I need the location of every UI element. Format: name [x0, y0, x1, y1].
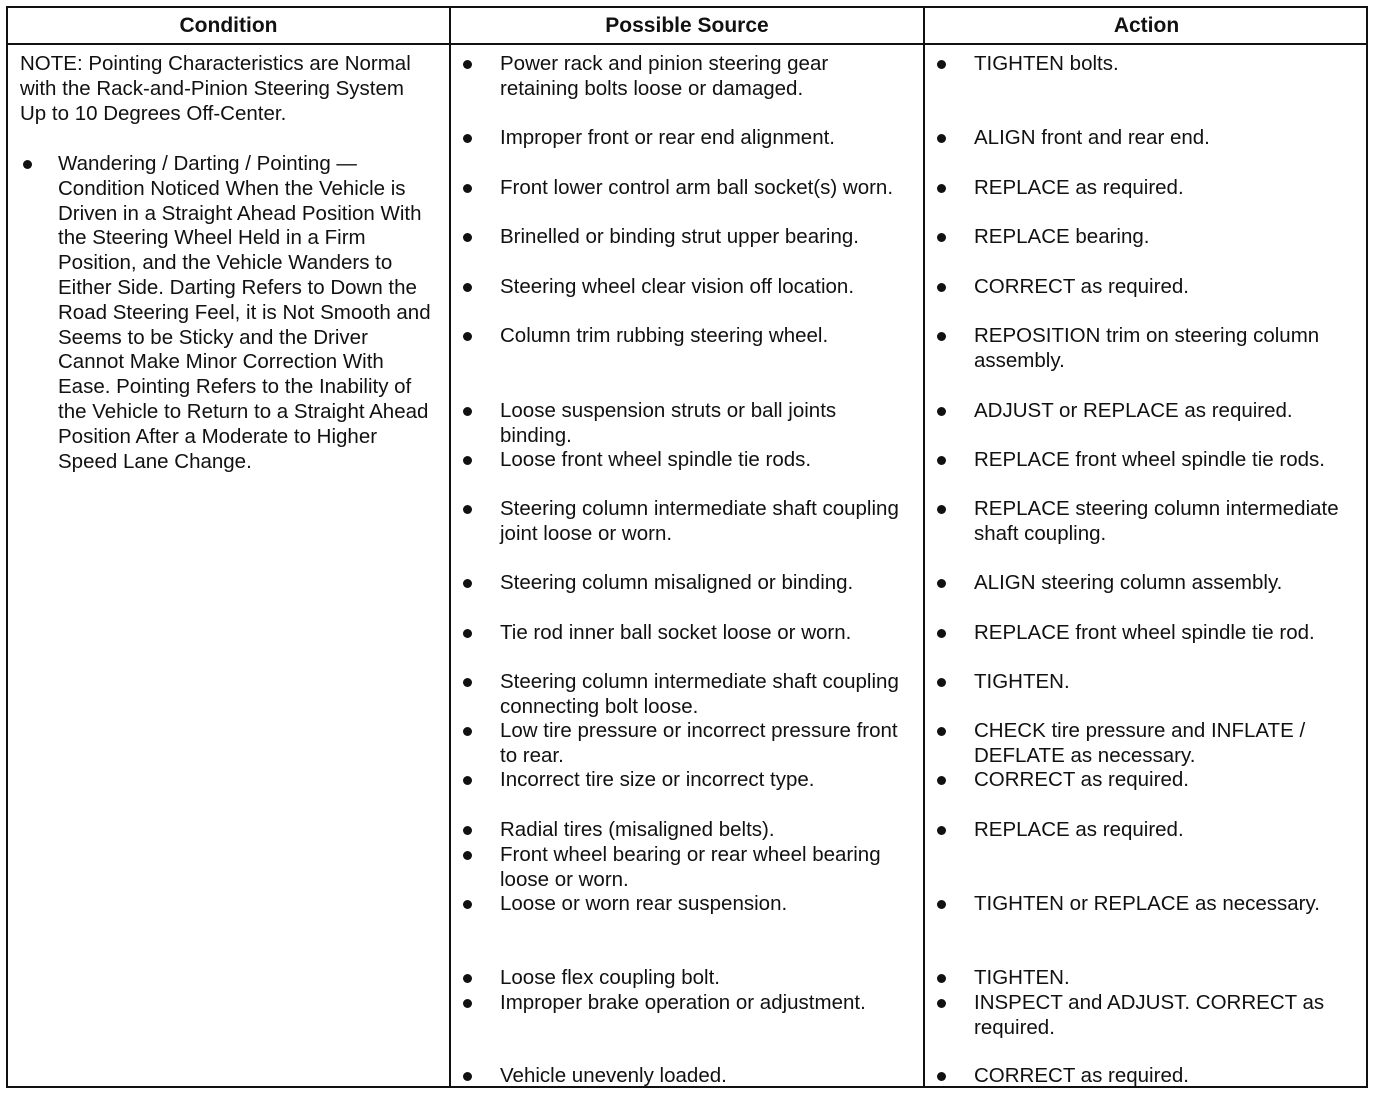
source-text: Improper front or rear end alignment. — [500, 126, 835, 149]
bullet-icon — [937, 60, 946, 69]
bullet-icon — [937, 826, 946, 835]
action-text: TIGHTEN bolts. — [974, 52, 1119, 75]
bullet-icon — [463, 851, 472, 860]
action-text: TIGHTEN. — [974, 670, 1070, 693]
bullet-icon — [463, 456, 472, 465]
source-text: Loose flex coupling bolt. — [500, 966, 720, 989]
bullet-icon — [463, 407, 472, 416]
action-text: REPLACE front wheel spindle tie rod. — [974, 621, 1315, 644]
bullet-icon — [937, 332, 946, 341]
source-text: Steering column misaligned or binding. — [500, 571, 854, 594]
action-text: CHECK tire pressure and INFLATE / DEFLATE as necessary. — [974, 719, 1306, 767]
bullet-icon — [937, 184, 946, 193]
action-text: REPOSITION trim on steering column assembly. — [974, 324, 1320, 372]
bullet-icon — [937, 134, 946, 143]
action-text: ALIGN steering column assembly. — [974, 571, 1283, 594]
source-text: Steering wheel clear vision off location. — [500, 275, 855, 298]
bullet-icon — [937, 629, 946, 638]
bullet-icon — [463, 283, 472, 292]
bullet-icon — [937, 283, 946, 292]
action-text: ADJUST or REPLACE as required. — [974, 399, 1293, 422]
header-possible-source: Possible Source — [605, 14, 769, 37]
action-text: CORRECT as required. — [974, 1064, 1189, 1087]
bullet-icon — [937, 505, 946, 514]
bullet-icon — [463, 900, 472, 909]
bullet-icon — [463, 776, 472, 785]
action-text: REPLACE bearing. — [974, 225, 1150, 248]
column-divider — [449, 8, 451, 1086]
bullet-icon — [937, 407, 946, 416]
bullet-icon — [463, 826, 472, 835]
source-text: Steering column intermediate shaft coupling connecting bolt loose. — [500, 670, 899, 718]
source-text: Loose suspension struts or ball joints binding. — [500, 399, 837, 447]
action-text: INSPECT and ADJUST. CORRECT as required. — [974, 991, 1325, 1039]
action-text: CORRECT as required. — [974, 275, 1189, 298]
bullet-icon — [463, 727, 472, 736]
bullet-icon — [463, 134, 472, 143]
header-condition: Condition — [179, 14, 278, 37]
header-divider — [8, 43, 1366, 45]
bullet-icon — [937, 776, 946, 785]
bullet-icon — [463, 184, 472, 193]
bullet-icon — [463, 233, 472, 242]
source-text: Incorrect tire size or incorrect type. — [500, 768, 815, 791]
source-text: Loose front wheel spindle tie rods. — [500, 448, 812, 471]
bullet-icon — [463, 332, 472, 341]
condition-text: Wandering / Darting / Pointing — Condition Noticed When the Vehicle is Driven in a Straight Ahead Position With the Steering Wheel Held in a Firm Position, and the Vehicle Wanders to Either Side. Darting Refers to Down the Road Steering Feel, it is Not Smooth and Seems to be Sticky and the Driver Cannot Make Minor Correction With Ease. Pointing Refers to the Inability of the Vehicle to Return to a Straight Ahead Position After a Moderate to Higher Speed Lane Change. — [58, 152, 431, 473]
bullet-icon — [937, 727, 946, 736]
bullet-icon — [937, 999, 946, 1008]
condition-note: NOTE: Pointing Characteristics are Normal with the Rack-and-Pinion Steering System Up to 10 Degrees Off-Center. — [20, 52, 411, 125]
condition-item — [20, 152, 435, 474]
bullet-icon — [23, 160, 32, 169]
header-action: Action — [1113, 14, 1180, 37]
column-divider — [923, 8, 925, 1086]
source-text: Brinelled or binding strut upper bearing. — [500, 225, 859, 248]
action-text: TIGHTEN or REPLACE as necessary. — [974, 892, 1320, 915]
action-text: CORRECT as required. — [974, 768, 1189, 791]
source-text: Loose or worn rear suspension. — [500, 892, 788, 915]
bullet-icon — [463, 579, 472, 588]
action-text: ALIGN front and rear end. — [974, 126, 1210, 149]
bullet-icon — [463, 999, 472, 1008]
source-text: Improper brake operation or adjustment. — [500, 991, 866, 1014]
bullet-icon — [463, 505, 472, 514]
source-text: Vehicle unevenly loaded. — [500, 1064, 727, 1087]
source-text: Radial tires (misaligned belts). — [500, 818, 775, 841]
bullet-icon — [463, 678, 472, 687]
bullet-icon — [463, 60, 472, 69]
bullet-icon — [937, 1072, 946, 1081]
bullet-icon — [937, 456, 946, 465]
action-text: REPLACE front wheel spindle tie rods. — [974, 448, 1325, 471]
bullet-icon — [937, 233, 946, 242]
action-text: REPLACE as required. — [974, 818, 1184, 841]
action-text: REPLACE steering column intermediate shaft coupling. — [974, 497, 1339, 545]
source-text: Front wheel bearing or rear wheel bearing loose or worn. — [500, 843, 881, 891]
bullet-icon — [463, 629, 472, 638]
bullet-icon — [463, 1072, 472, 1081]
action-text: REPLACE as required. — [974, 176, 1184, 199]
source-text: Power rack and pinion steering gear retaining bolts loose or damaged. — [500, 52, 829, 100]
source-text: Front lower control arm ball socket(s) worn. — [500, 176, 894, 199]
diagnosis-table — [6, 6, 1368, 1088]
source-text: Low tire pressure or incorrect pressure front to rear. — [500, 719, 898, 767]
source-text: Steering column intermediate shaft coupling joint loose or worn. — [500, 497, 899, 545]
source-text: Tie rod inner ball socket loose or worn. — [500, 621, 852, 644]
bullet-icon — [937, 974, 946, 983]
bullet-icon — [937, 900, 946, 909]
bullet-icon — [937, 579, 946, 588]
bullet-icon — [463, 974, 472, 983]
source-text: Column trim rubbing steering wheel. — [500, 324, 829, 347]
action-text: TIGHTEN. — [974, 966, 1070, 989]
bullet-icon — [937, 678, 946, 687]
